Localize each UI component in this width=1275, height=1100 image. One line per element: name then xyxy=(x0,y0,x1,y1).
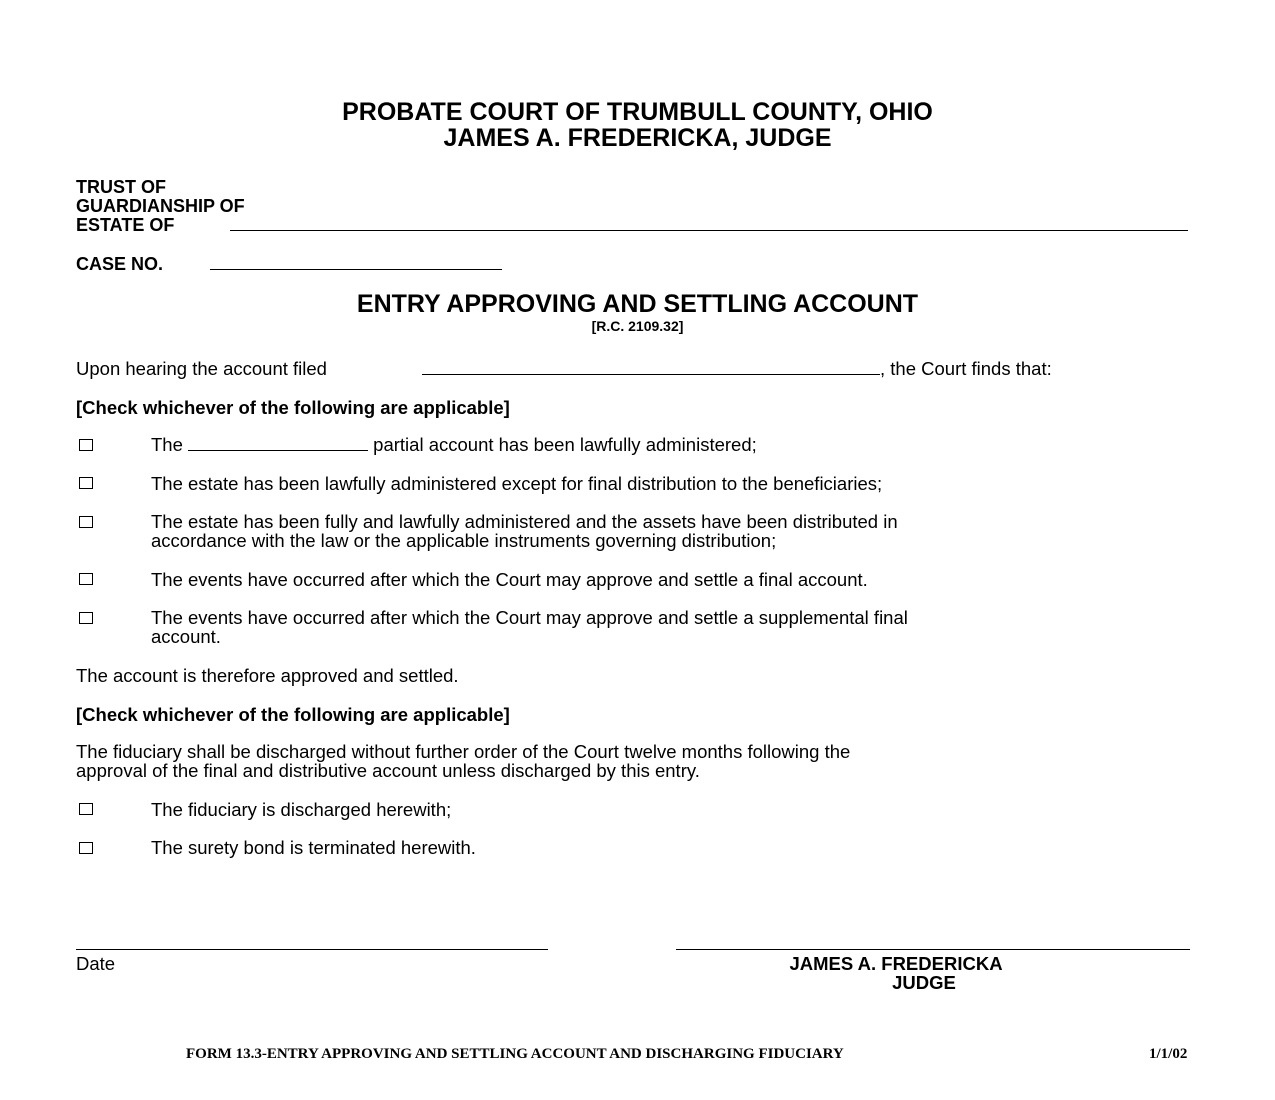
court-name: PROBATE COURT OF TRUMBULL COUNTY, OHIO xyxy=(342,98,933,126)
form-name: FORM 13.3-ENTRY APPROVING AND SETTLING ACCOUNT AND DISCHARGING FIDUCIARY xyxy=(186,1046,844,1062)
case-no-label: CASE NO. xyxy=(76,254,164,274)
check-instruction-1: [Check whichever of the following are applicable] xyxy=(76,397,510,418)
case-number-field[interactable] xyxy=(210,269,502,270)
date-field[interactable] xyxy=(76,949,548,950)
judge-heading: JAMES A. FREDERICKA, JUDGE xyxy=(443,124,832,152)
fiduciary-discharged-text: The fiduciary is discharged herewith; xyxy=(151,799,452,820)
guardianship-of-label: GUARDIANSHIP OF xyxy=(76,196,245,216)
finding-lawfully-administered: The estate has been lawfully administered except for final distribution to the beneficiaries; xyxy=(151,473,883,494)
document-title: ENTRY APPROVING AND SETTLING ACCOUNT xyxy=(356,290,919,318)
partial-account-checkbox[interactable] xyxy=(79,439,93,451)
finding-partial-account xyxy=(151,435,757,454)
discharge-text-line1: The fiduciary shall be discharged without further order of the Court twelve months following the xyxy=(76,741,851,762)
final-account-checkbox[interactable] xyxy=(79,573,93,585)
fully-administered-checkbox[interactable] xyxy=(79,516,93,528)
statute-reference: [R.C. 2109.32] xyxy=(591,318,684,334)
bond-terminated-checkbox[interactable] xyxy=(79,842,93,854)
judge-title: JUDGE xyxy=(892,972,956,993)
lawfully-administered-checkbox[interactable] xyxy=(79,477,93,489)
hearing-prefix: Upon hearing the account filed xyxy=(76,358,327,379)
fiduciary-discharged-checkbox[interactable] xyxy=(79,803,93,815)
estate-name-field[interactable] xyxy=(230,230,1188,231)
finding-fully-administered-line2: accordance with the law or the applicable instruments governing distribution; xyxy=(151,530,777,551)
estate-of-label: ESTATE OF xyxy=(76,215,175,235)
supplemental-final-account-checkbox[interactable] xyxy=(79,612,93,624)
form-revision: 1/1/02 xyxy=(1149,1046,1188,1062)
finding-supplemental-line2: account. xyxy=(151,626,221,647)
bond-terminated-text: The surety bond is terminated herewith. xyxy=(151,837,476,858)
check-instruction-2: [Check whichever of the following are applicable] xyxy=(76,704,510,725)
approved-statement: The account is therefore approved and settled. xyxy=(76,665,459,686)
finding-final-account: The events have occurred after which the Court may approve and settle a final account. xyxy=(151,569,868,590)
finding-fully-administered-line1: The estate has been fully and lawfully administered and the assets have been distributed in xyxy=(151,511,898,532)
discharge-text-line2: approval of the final and distributive account unless discharged by this entry. xyxy=(76,760,700,781)
date-label: Date xyxy=(76,953,116,974)
partial-account-number-field[interactable] xyxy=(188,436,368,451)
finding-1-suffix: partial account has been lawfully administered; xyxy=(373,434,757,455)
judge-name: JAMES A. FREDERICKA xyxy=(789,953,1003,974)
hearing-suffix: , the Court finds that: xyxy=(880,358,1052,379)
finding-1-prefix: The xyxy=(151,434,183,455)
trust-of-label: TRUST OF xyxy=(76,177,166,197)
account-filed-field[interactable] xyxy=(422,374,880,375)
judge-signature-field[interactable] xyxy=(676,949,1190,950)
finding-supplemental-line1: The events have occurred after which the Court may approve and settle a supplemental final xyxy=(151,607,908,628)
